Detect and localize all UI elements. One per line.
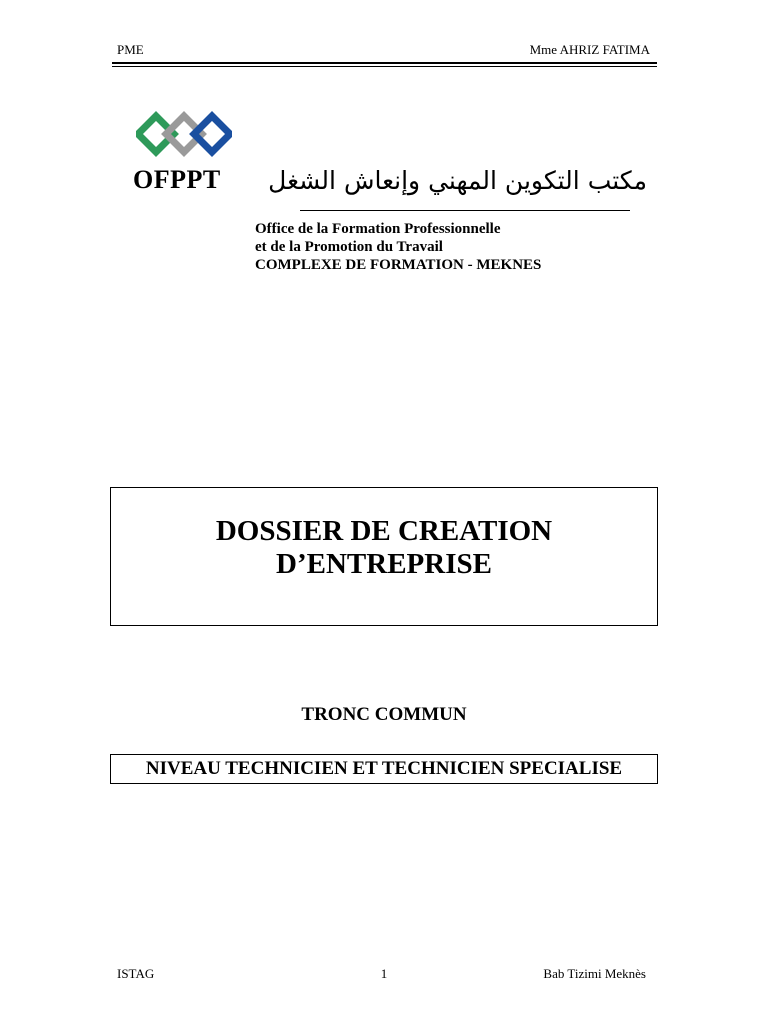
office-line-3: COMPLEXE DE FORMATION - MEKNES (255, 257, 542, 273)
header-author-text: Mme AHRIZ FATIMA (529, 42, 650, 57)
ofppt-logo-icon (136, 110, 232, 166)
document-title-line-2: D’ENTREPRISE (276, 548, 492, 580)
footer-right-text: Bab Tizimi Meknès (543, 966, 646, 981)
page-number: 1 (380, 966, 388, 981)
office-block (255, 220, 541, 274)
header-rule-thin (112, 66, 657, 67)
office-line-2: et de la Promotion du Travail (255, 239, 443, 255)
header-rule-thick (112, 62, 657, 64)
logo-text: OFPPT (133, 165, 221, 194)
header-left-text: PME (117, 42, 144, 57)
office-line-1: Office de la Formation Professionnelle (255, 221, 501, 237)
footer-left-text: ISTAG (117, 966, 155, 981)
document-title-line-1: DOSSIER DE CREATION (215, 515, 553, 547)
arabic-institution-name: مكتب التكوين المهني وإنعاش الشغل (268, 166, 647, 195)
arabic-underline (300, 210, 630, 211)
document-title-box (110, 487, 658, 626)
tronc-commun-heading: TRONC COMMUN (301, 704, 467, 725)
niveau-box: NIVEAU TECHNICIEN ET TECHNICIEN SPECIALISE (110, 754, 658, 784)
